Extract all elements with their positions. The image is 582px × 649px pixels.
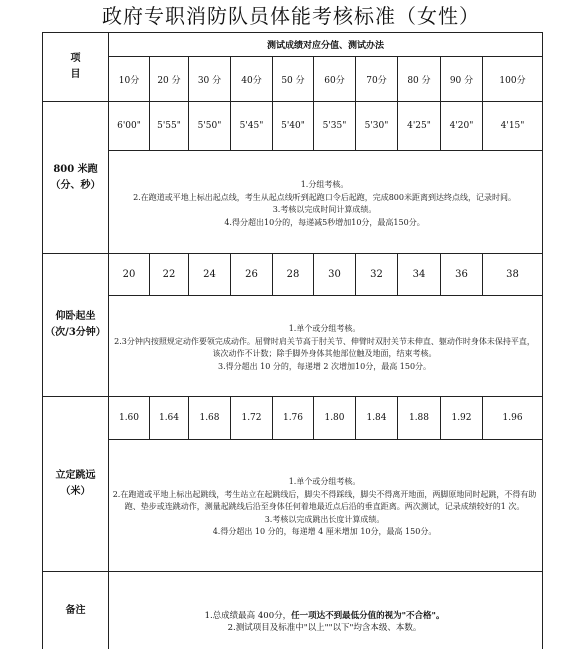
remark-cell: [109, 572, 543, 649]
situp-value: 36: [441, 254, 483, 296]
method-line: 1.单个或分组考核。: [288, 477, 361, 487]
score-method-header: 测试成绩对应分值、测试办法: [109, 33, 543, 57]
page-title: 政府专职消防队员体能考核标准（女性）: [102, 4, 480, 28]
run800-value: 5'30": [356, 102, 398, 151]
jump-value: 1.92: [441, 397, 483, 440]
run800-value: 5'50": [189, 102, 231, 151]
method-line: 1.单个或分组考核。: [288, 324, 361, 333]
situp-value: 20: [109, 254, 150, 296]
run800-value: 5'40": [273, 102, 314, 151]
method-line: 2.3分钟内按照规定动作要领完成动作。屈臂时肩关节高于肘关节、伸臂时双肘关节未伸直、躯动作时身体未保持平直，该次动作不计数；除手脚外身体其他部位触及地面，结束考核。: [114, 336, 535, 358]
run800-label-line-2: （分、秒）: [50, 179, 101, 191]
method-line: 4.得分超出 10 分的，每递增 4 厘米增加 10分，最高 150分。: [212, 527, 437, 537]
run800-value: 4'20": [441, 102, 483, 151]
jump-label-line-2: （米）: [60, 486, 91, 497]
situp-label-line-1: 仰卧起坐: [55, 311, 96, 322]
method-line: 2.在跑道或平地上标出起跳线，考生站立在起跳线后，脚尖不得踩线，脚尖不得离开地面，两脚原地同时起跳，不得有助跑、垫步或连跳动作，测量起跳线后沿至身体任何着地最近点后沿的垂直距离。两次测试，记录成绩较好的1 次。: [112, 489, 537, 512]
jump-value: 1.80: [314, 397, 356, 440]
item-header-line-1: 项: [70, 53, 81, 64]
situp-value: 38: [483, 254, 543, 296]
method-line: 1.分组考核。: [300, 180, 349, 189]
score-cell: 90 分: [441, 57, 483, 102]
method-line: 4.得分超出10分的，每递减5秒增加10分，最高150分。: [224, 217, 425, 227]
remark-line-1-emphasis: 任一项达不到最低分值的视为"不合格"。: [291, 610, 445, 621]
score-header-row: [43, 57, 543, 102]
situp-method-cell: [109, 296, 543, 397]
score-cell: 70分: [356, 57, 398, 102]
run800-value: 4'15": [483, 102, 543, 151]
method-line: 3.考核以完成跳出长度计算成绩。: [264, 514, 385, 524]
score-cell: 50 分: [273, 57, 314, 102]
standards-table: [42, 32, 543, 649]
jump-value: 1.64: [150, 397, 189, 440]
run800-value: 4'25": [398, 102, 441, 151]
score-cell: 100分: [483, 57, 543, 102]
jump-value: 1.96: [483, 397, 543, 440]
method-line: 2.在跑道或平地上标出起点线，考生从起点线听到起跑口令后起跑，完成800米距离到达终点线，记录时间。: [133, 192, 516, 202]
jump-value: 1.72: [231, 397, 273, 440]
situp-values-row: [43, 254, 543, 296]
jump-label-cell: [43, 397, 109, 572]
situp-value: 28: [273, 254, 314, 296]
jump-value: 1.84: [356, 397, 398, 440]
score-cell: 40分: [231, 57, 273, 102]
jump-value: 1.60: [109, 397, 150, 440]
score-cell: 10分: [109, 57, 150, 102]
jump-value: 1.68: [189, 397, 231, 440]
score-cell: 20 分: [150, 57, 189, 102]
jump-value: 1.76: [273, 397, 314, 440]
score-cell: 30 分: [189, 57, 231, 102]
score-cell: 80 分: [398, 57, 441, 102]
run800-method-cell: [109, 151, 543, 254]
situp-value: 34: [398, 254, 441, 296]
run800-value: 6'00": [109, 102, 150, 151]
situp-label-line-2: （次/3分钟）: [45, 327, 106, 338]
run800-label-line-1: 800 米跑: [53, 163, 98, 175]
remark-line-2: 2.测试项目及标准中"以上""以下"均含本级、本数。: [227, 622, 422, 633]
jump-value: 1.88: [398, 397, 441, 440]
situp-label-cell: [43, 254, 109, 397]
run800-value: 5'55": [150, 102, 189, 151]
jump-label-line-1: 立定跳远: [55, 470, 96, 481]
remark-line-1-plain: 1.总成绩最高 400分，: [204, 610, 292, 621]
item-header-cell: [43, 33, 109, 102]
score-cell: 60分: [314, 57, 356, 102]
run800-values-row: [43, 102, 543, 151]
remark-label: 备注: [43, 572, 109, 649]
situp-value: 32: [356, 254, 398, 296]
jump-values-row: [43, 397, 543, 440]
run800-label-cell: [43, 102, 109, 254]
run800-value: 5'45": [231, 102, 273, 151]
remark-line-1: [111, 610, 538, 622]
situp-value: 30: [314, 254, 356, 296]
method-line: 3.考核以完成时间计算成绩。: [272, 205, 377, 214]
item-header-line-2: 目: [70, 69, 81, 80]
situp-value: 26: [231, 254, 273, 296]
situp-value: 24: [189, 254, 231, 296]
situp-value: 22: [150, 254, 189, 296]
method-line: 3.得分超出 10 分的，每递增 2 次增加10分，最高 150分。: [217, 361, 432, 371]
jump-method-cell: [109, 440, 543, 572]
run800-value: 5'35": [314, 102, 356, 151]
